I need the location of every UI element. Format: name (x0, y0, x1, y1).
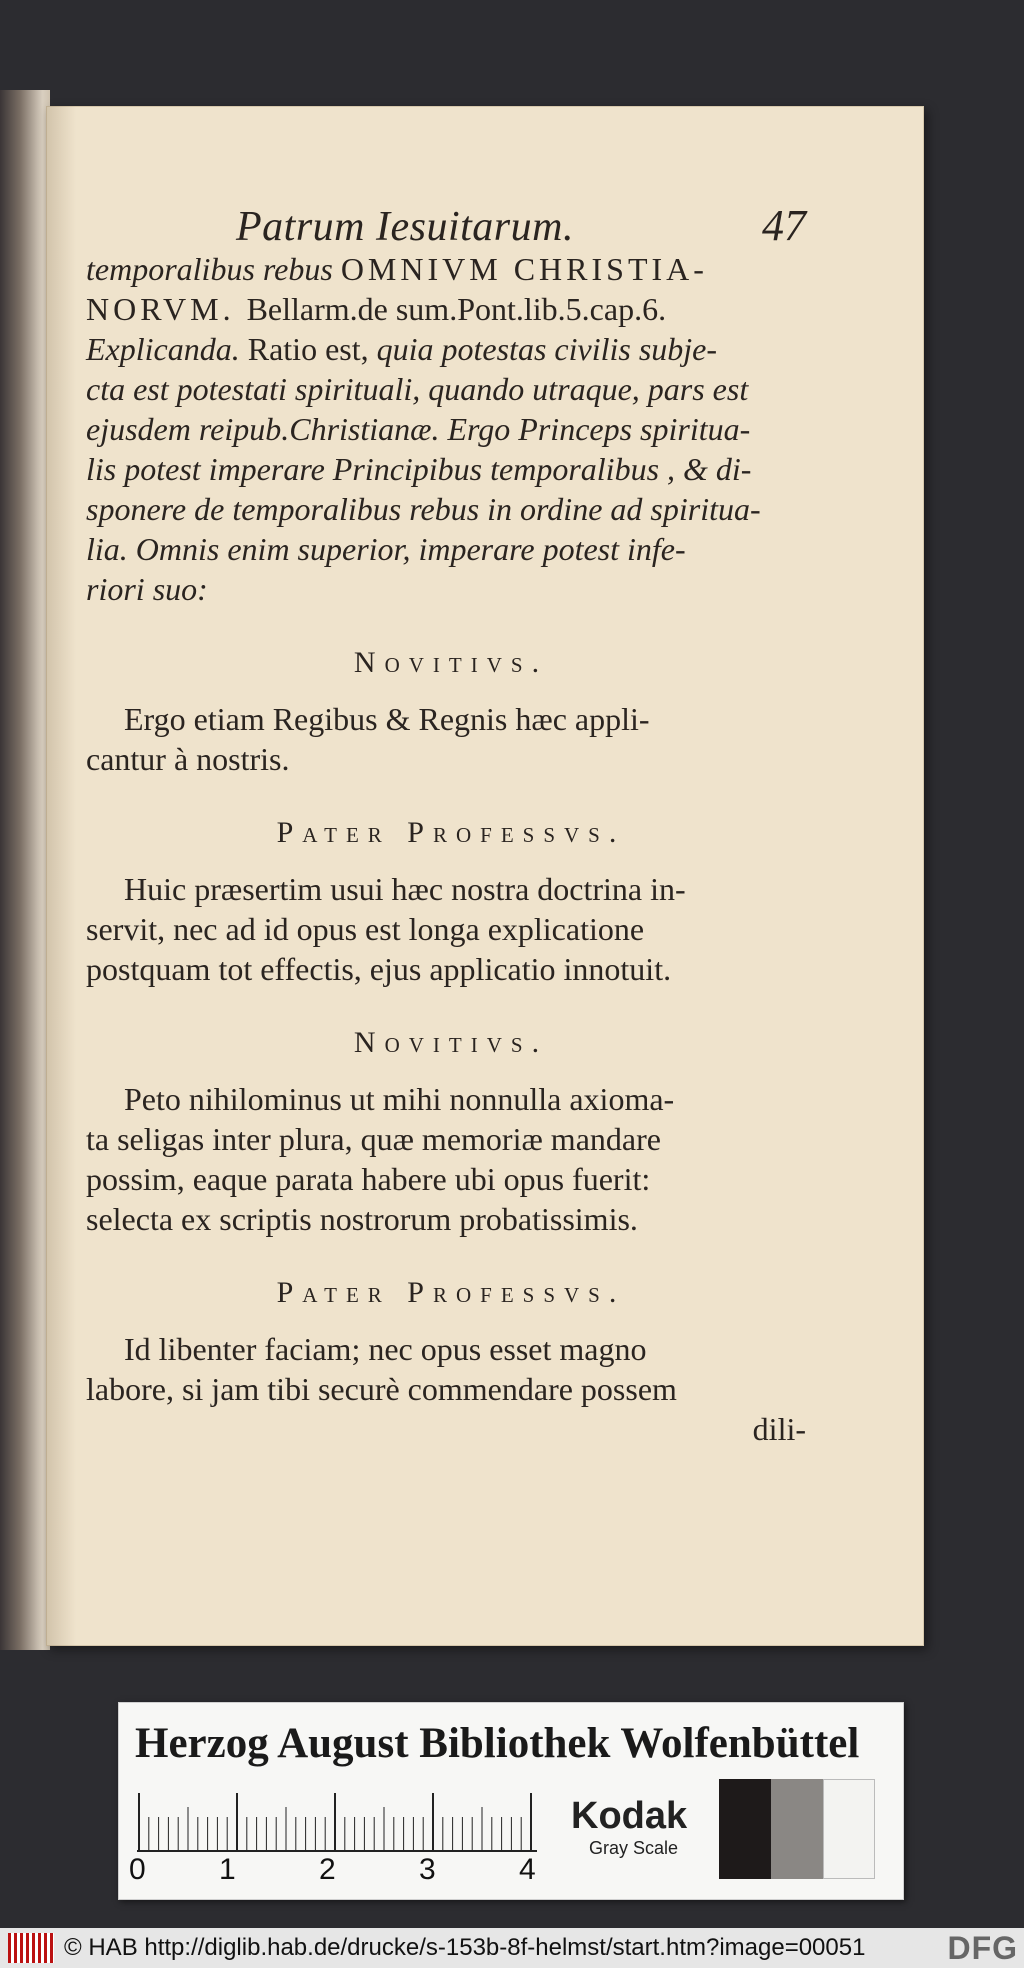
gray-scale-label: Gray Scale (589, 1838, 679, 1858)
running-title: Patrum Iesuitarum. (236, 204, 574, 250)
text-span: temporalibus rebus (86, 251, 341, 287)
speaker-heading: Novitivs. (353, 646, 549, 679)
page-header (86, 201, 816, 250)
kodak-logo (571, 1795, 691, 1859)
text-line: Ergo etiam Regibus & Regnis hæc appli- (124, 701, 650, 737)
ruler-label: 4 (519, 1853, 536, 1886)
book-page (46, 106, 924, 1646)
dialogue-paragraph (86, 1079, 816, 1239)
gray-swatch-light (823, 1779, 875, 1879)
text-line: labore, si jam tibi securè commendare possem (86, 1371, 677, 1407)
ruler-label: 0 (129, 1853, 146, 1886)
text-span: NORVM. (86, 291, 247, 327)
text-line: ta seligas inter plura, quæ memoriæ mandare (86, 1121, 661, 1157)
text-line: sponere de temporalibus rebus in ordine ad spiritua- (86, 491, 761, 527)
text-line (86, 329, 816, 369)
dialogue-paragraph (86, 699, 816, 779)
page-number: 47 (762, 201, 806, 250)
text-line: lis potest imperare Principibus temporalibus , & di- (86, 451, 752, 487)
page-text (86, 201, 816, 1449)
ruler-icon (137, 1793, 557, 1853)
text-span: Bellarm.de sum.Pont.lib.5.cap.6. (246, 291, 667, 327)
library-name: Herzog August Bibliothek Wolfenbüttel (135, 1720, 860, 1767)
ruler-label: 2 (319, 1853, 336, 1886)
text-line (86, 289, 816, 329)
gray-swatch-dark (719, 1779, 771, 1879)
text-line: ejusdem reipub.Christianæ. Ergo Princeps spiritua- (86, 411, 751, 447)
text-span: Explicanda. (86, 331, 248, 367)
dialogue-paragraph (86, 1329, 816, 1409)
text-line: riori suo: (86, 571, 208, 607)
passage-intro (86, 249, 816, 609)
digitization-logo-icon (8, 1933, 54, 1963)
speaker-heading: Novitivs. (353, 1026, 549, 1059)
text-line: servit, nec ad id opus est longa explicatione (86, 911, 645, 947)
text-span: OMNIVM CHRISTIA- (340, 251, 708, 287)
text-line: selecta ex scriptis nostrorum probatissimis. (86, 1201, 638, 1237)
text-line: lia. Omnis enim superior, imperare potest infe- (86, 531, 686, 567)
text-line: Peto nihilominus ut mihi nonnulla axioma- (124, 1081, 675, 1117)
text-line: cantur à nostris. (86, 741, 290, 777)
text-line: Huic præsertim usui hæc nostra doctrina in- (124, 871, 686, 907)
credit-link[interactable]: © HAB http://diglib.hab.de/drucke/s-153b-8f-helmst/start.htm?image=00051 (64, 1934, 866, 1961)
kodak-brand: Kodak (571, 1795, 688, 1837)
gray-swatch-mid (771, 1779, 823, 1879)
ruler-label: 1 (219, 1853, 236, 1886)
color-target-card (118, 1702, 904, 1900)
facing-page-edge (0, 90, 50, 1650)
text-line: Id libenter faciam; nec opus esset magno (124, 1331, 647, 1367)
speaker-heading: Pater Professvs. (276, 1276, 626, 1309)
catchword: dili- (752, 1411, 806, 1447)
text-line: postquam tot effectis, ejus applicatio innotuit. (86, 951, 672, 987)
text-line (86, 249, 816, 289)
text-span: quia potestas civilis subje- (376, 331, 718, 367)
dialogue-paragraph (86, 869, 816, 989)
speaker-heading: Pater Professvs. (276, 816, 626, 849)
ruler-label: 3 (419, 1853, 436, 1886)
text-span: Ratio est, (247, 331, 377, 367)
footer-bar (0, 1928, 1024, 1968)
text-line: possim, eaque parata habere ubi opus fuerit: (86, 1161, 651, 1197)
text-line: cta est potestati spirituali, quando utraque, pars est (86, 371, 749, 407)
ruler-labels (129, 1853, 549, 1893)
dfg-logo: DFG (947, 1929, 1018, 1966)
